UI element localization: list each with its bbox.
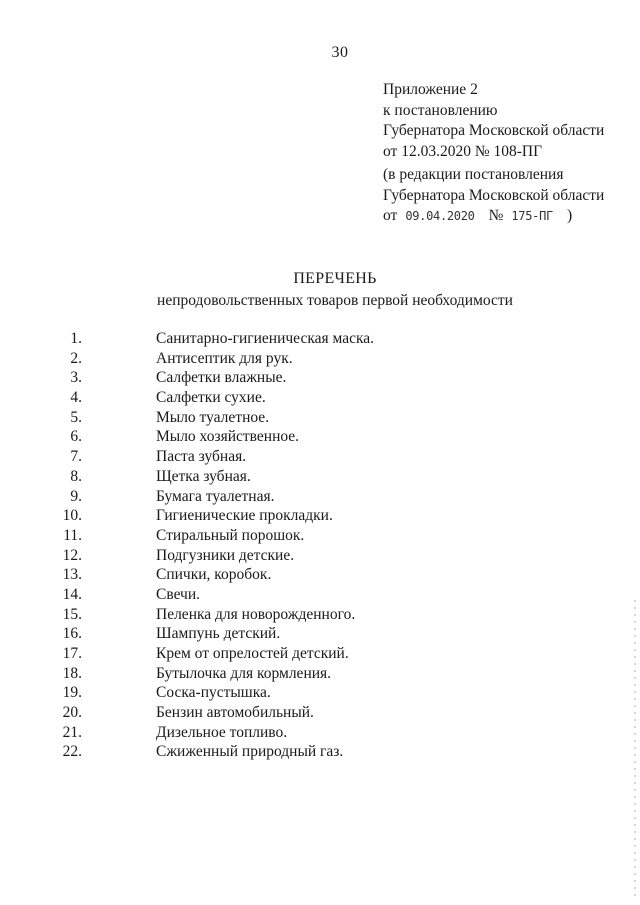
item-label: Крем от опрелостей детский. [156,645,349,662]
item-number: 7. [70,448,82,466]
item-label: Шампунь детский. [156,625,281,643]
item-number: 11. [63,526,82,544]
item-label: Подгузники детские. [156,546,295,564]
item-number: 4. [70,389,82,407]
item-label: Стиральный порошок. [156,526,305,544]
item-number: 10. [62,507,82,525]
item-label: Салфетки влажные. [156,369,287,387]
item-label: Санитарно-гигиеническая маска. [156,330,375,347]
appendix-line-6: Губернатора Московской области [383,186,605,204]
item-number: 8. [70,467,82,485]
item-number: 3. [70,369,82,387]
item-label: Дизельное топливо. [156,723,288,741]
item-label: Сжиженный природный газ. [156,743,344,761]
appendix-line-7 [383,206,604,227]
item-number: 21. [62,723,82,741]
item-label: Антисептик для рук. [156,349,293,367]
item-number: 14. [62,585,82,603]
item-number: 18. [62,664,82,682]
appendix-line-1: Приложение 2 [383,81,478,98]
revision-date-stamp: 09.04.2020 [405,209,475,223]
scan-edge-marks [634,600,636,900]
item-number: 19. [62,684,82,702]
page-number: 30 [331,44,349,61]
document-subtitle: непродовольственных товаров первой необходимости [157,292,513,309]
revision-number-stamp: 175-ПГ [511,209,553,223]
item-number: 17. [62,645,82,662]
item-label: Мыло хозяйственное. [156,428,300,446]
appendix-line-5: (в редакции постановления [383,166,564,183]
item-label: Бензин автомобильный. [156,704,314,722]
revision-number-sign: № [488,207,504,224]
item-number: 1. [70,330,82,347]
item-number: 22. [62,743,82,761]
item-label: Соска-пустышка. [156,684,271,702]
appendix-line-2: к постановлению [383,101,498,119]
item-label: Бутылочка для кормления. [156,664,332,682]
item-label: Свечи. [156,585,201,603]
appendix-line-4: от 12.03.2020 № 108-ПГ [383,142,543,160]
item-label: Щетка зубная. [156,467,251,485]
item-label: Спички, коробок. [156,566,272,584]
item-label: Салфетки сухие. [156,389,266,407]
item-label: Пеленка для новорожденного. [156,605,356,623]
item-number: 15. [62,605,82,623]
item-number: 16. [62,625,82,643]
appendix-line-7-close: ) [566,207,573,224]
appendix-line-3: Губернатора Московской области [383,122,605,139]
appendix-header [383,80,604,227]
item-label: Паста зубная. [156,448,247,466]
document-title: ПЕРЕЧЕНЬ [293,270,377,287]
item-number: 5. [70,408,82,426]
item-label: Мыло туалетное. [156,408,270,426]
item-number: 2. [70,349,82,367]
item-label: Гигиенические прокладки. [156,507,333,525]
appendix-line-7-prefix: от [383,207,398,224]
item-label: Бумага туалетная. [156,487,275,505]
item-number: 9. [70,487,82,505]
item-number: 13. [62,566,82,584]
item-number: 20. [62,704,82,722]
item-number: 6. [70,428,82,446]
item-number: 12. [62,546,82,564]
